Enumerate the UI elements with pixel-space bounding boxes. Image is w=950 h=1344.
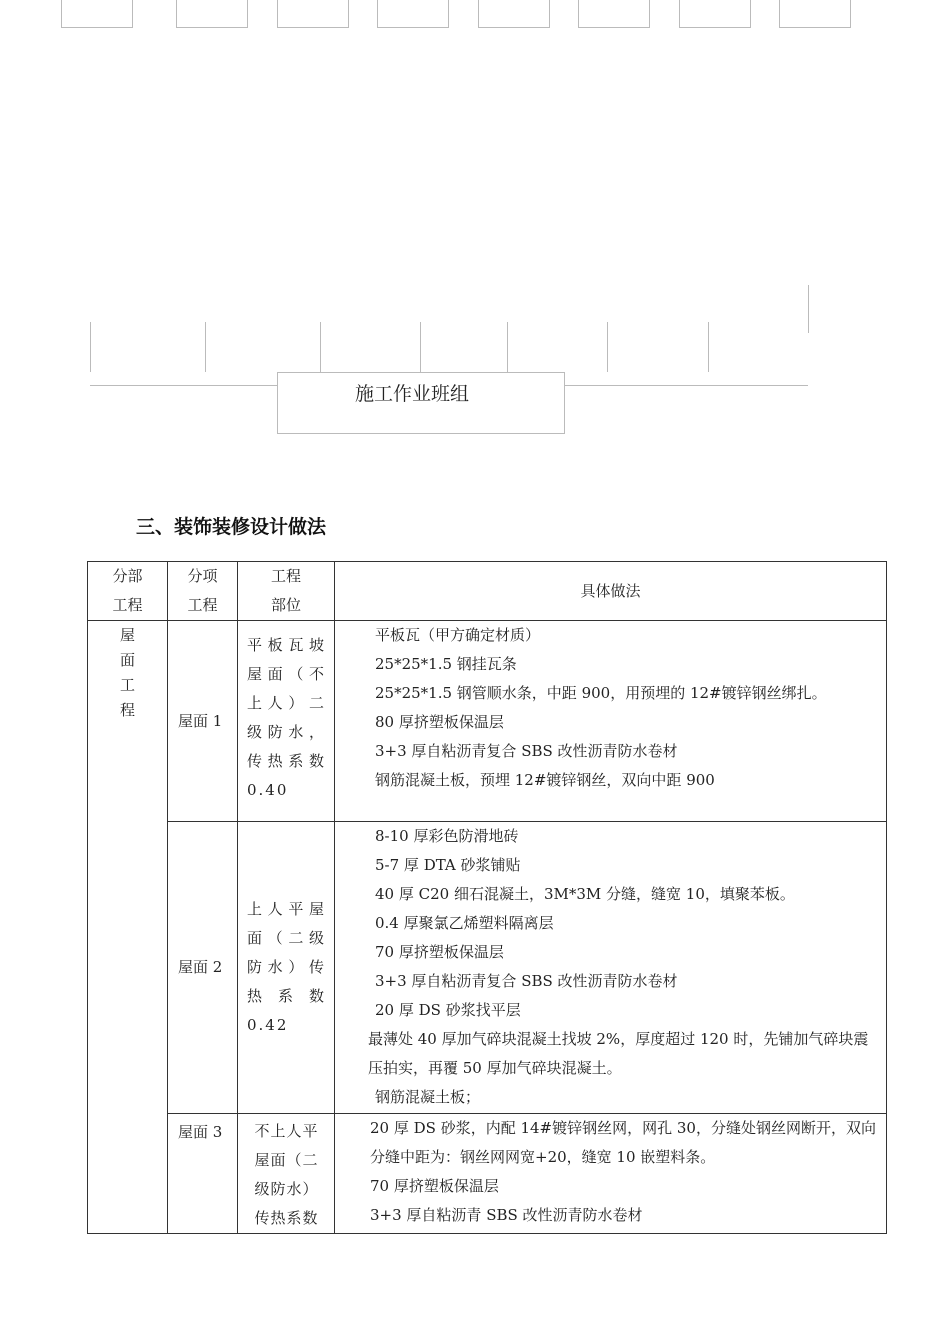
- subitem-cell: 屋面 2: [168, 822, 238, 1114]
- table-row: [88, 822, 887, 1114]
- org-chart-box: [176, 0, 248, 28]
- header-location: 工程 部位: [238, 562, 335, 621]
- division-cell: [88, 621, 168, 1234]
- org-chart-connector: [420, 322, 421, 372]
- method-line: 5-7 厚 DTA 砂浆铺贴: [375, 856, 521, 874]
- division-label: 屋 面 工 程: [119, 626, 135, 719]
- org-chart-connector: [90, 322, 91, 372]
- method-line: 8-10 厚彩色防滑地砖: [375, 827, 519, 845]
- method-cell: [335, 822, 887, 1114]
- design-spec-table: [87, 561, 887, 1234]
- section-title: 三、装饰装修设计做法: [136, 516, 327, 538]
- org-chart-box: [377, 0, 449, 28]
- team-box: [277, 372, 565, 434]
- header-division: 分部 工程: [88, 562, 168, 621]
- org-chart-box: [779, 0, 851, 28]
- method-line: 3+3 厚自粘沥青复合 SBS 改性沥青防水卷材: [375, 742, 678, 760]
- location-cell: 平板瓦坡屋面（不上人）二级防水，传热系数 0.40: [238, 621, 335, 822]
- org-chart-box: [578, 0, 650, 28]
- method-line: 钢筋混凝土板；: [375, 1088, 481, 1106]
- org-chart-box: [478, 0, 550, 28]
- org-chart-connector: [205, 322, 206, 372]
- method-line: 80 厚挤塑板保温层: [375, 713, 504, 731]
- org-chart-box: [277, 0, 349, 28]
- header-subitem: 分项 工程: [168, 562, 238, 621]
- method-line: 钢筋混凝土板，预埋 12#镀锌钢丝，双向中距 900: [375, 771, 715, 789]
- method-line: 20 厚 DS 砂浆，内配 14#镀锌钢丝网，网孔 30，分缝处钢丝网断开，双向分缝中距为：钢丝网网宽+20，缝宽 10 嵌塑料条。: [370, 1119, 876, 1166]
- method-line: 最薄处 40 厚加气碎块混凝土找坡 2%，厚度超过 120 时，先铺加气碎块震压拍实，再覆 50 厚加气碎块混凝土。: [368, 1030, 869, 1077]
- table-row: [88, 621, 887, 822]
- method-line: 平板瓦（甲方确定材质）: [375, 626, 541, 644]
- method-cell: [335, 621, 887, 822]
- team-label: 施工作业班组: [355, 383, 470, 405]
- org-chart-connector: [808, 285, 809, 333]
- org-chart-connector: [507, 322, 508, 372]
- method-line: 25*25*1.5 钢管顺水条，中距 900，用预埋的 12#镀锌钢丝绑扎。: [375, 684, 827, 702]
- method-line: 3+3 厚自粘沥青复合 SBS 改性沥青防水卷材: [375, 972, 678, 990]
- method-line: 25*25*1.5 钢挂瓦条: [375, 655, 517, 673]
- org-chart-connector: [607, 322, 608, 372]
- method-cell: [335, 1114, 887, 1234]
- method-line: 70 厚挤塑板保温层: [375, 943, 504, 961]
- org-chart-connector: [320, 322, 321, 372]
- table-row: [88, 1114, 887, 1234]
- org-chart-box: [61, 0, 133, 28]
- org-chart-box: [679, 0, 751, 28]
- location-cell: 不上人平屋面（二级防水）传热系数: [238, 1114, 335, 1234]
- location-cell: 上人平屋面（二级防水）传热系数 0.42: [238, 822, 335, 1114]
- table-header-row: [88, 562, 887, 621]
- method-line: 3+3 厚自粘沥青 SBS 改性沥青防水卷材: [370, 1206, 643, 1224]
- org-chart-connector: [708, 322, 709, 372]
- method-line: 20 厚 DS 砂浆找平层: [375, 1001, 521, 1019]
- method-line: 70 厚挤塑板保温层: [370, 1177, 499, 1195]
- method-line: 0.4 厚聚氯乙烯塑料隔离层: [375, 914, 554, 932]
- header-method: 具体做法: [335, 562, 887, 621]
- subitem-cell: 屋面 1: [168, 621, 238, 822]
- subitem-cell: 屋面 3: [168, 1114, 238, 1234]
- method-line: 40 厚 C20 细石混凝土，3M*3M 分缝，缝宽 10，填聚苯板。: [375, 885, 795, 903]
